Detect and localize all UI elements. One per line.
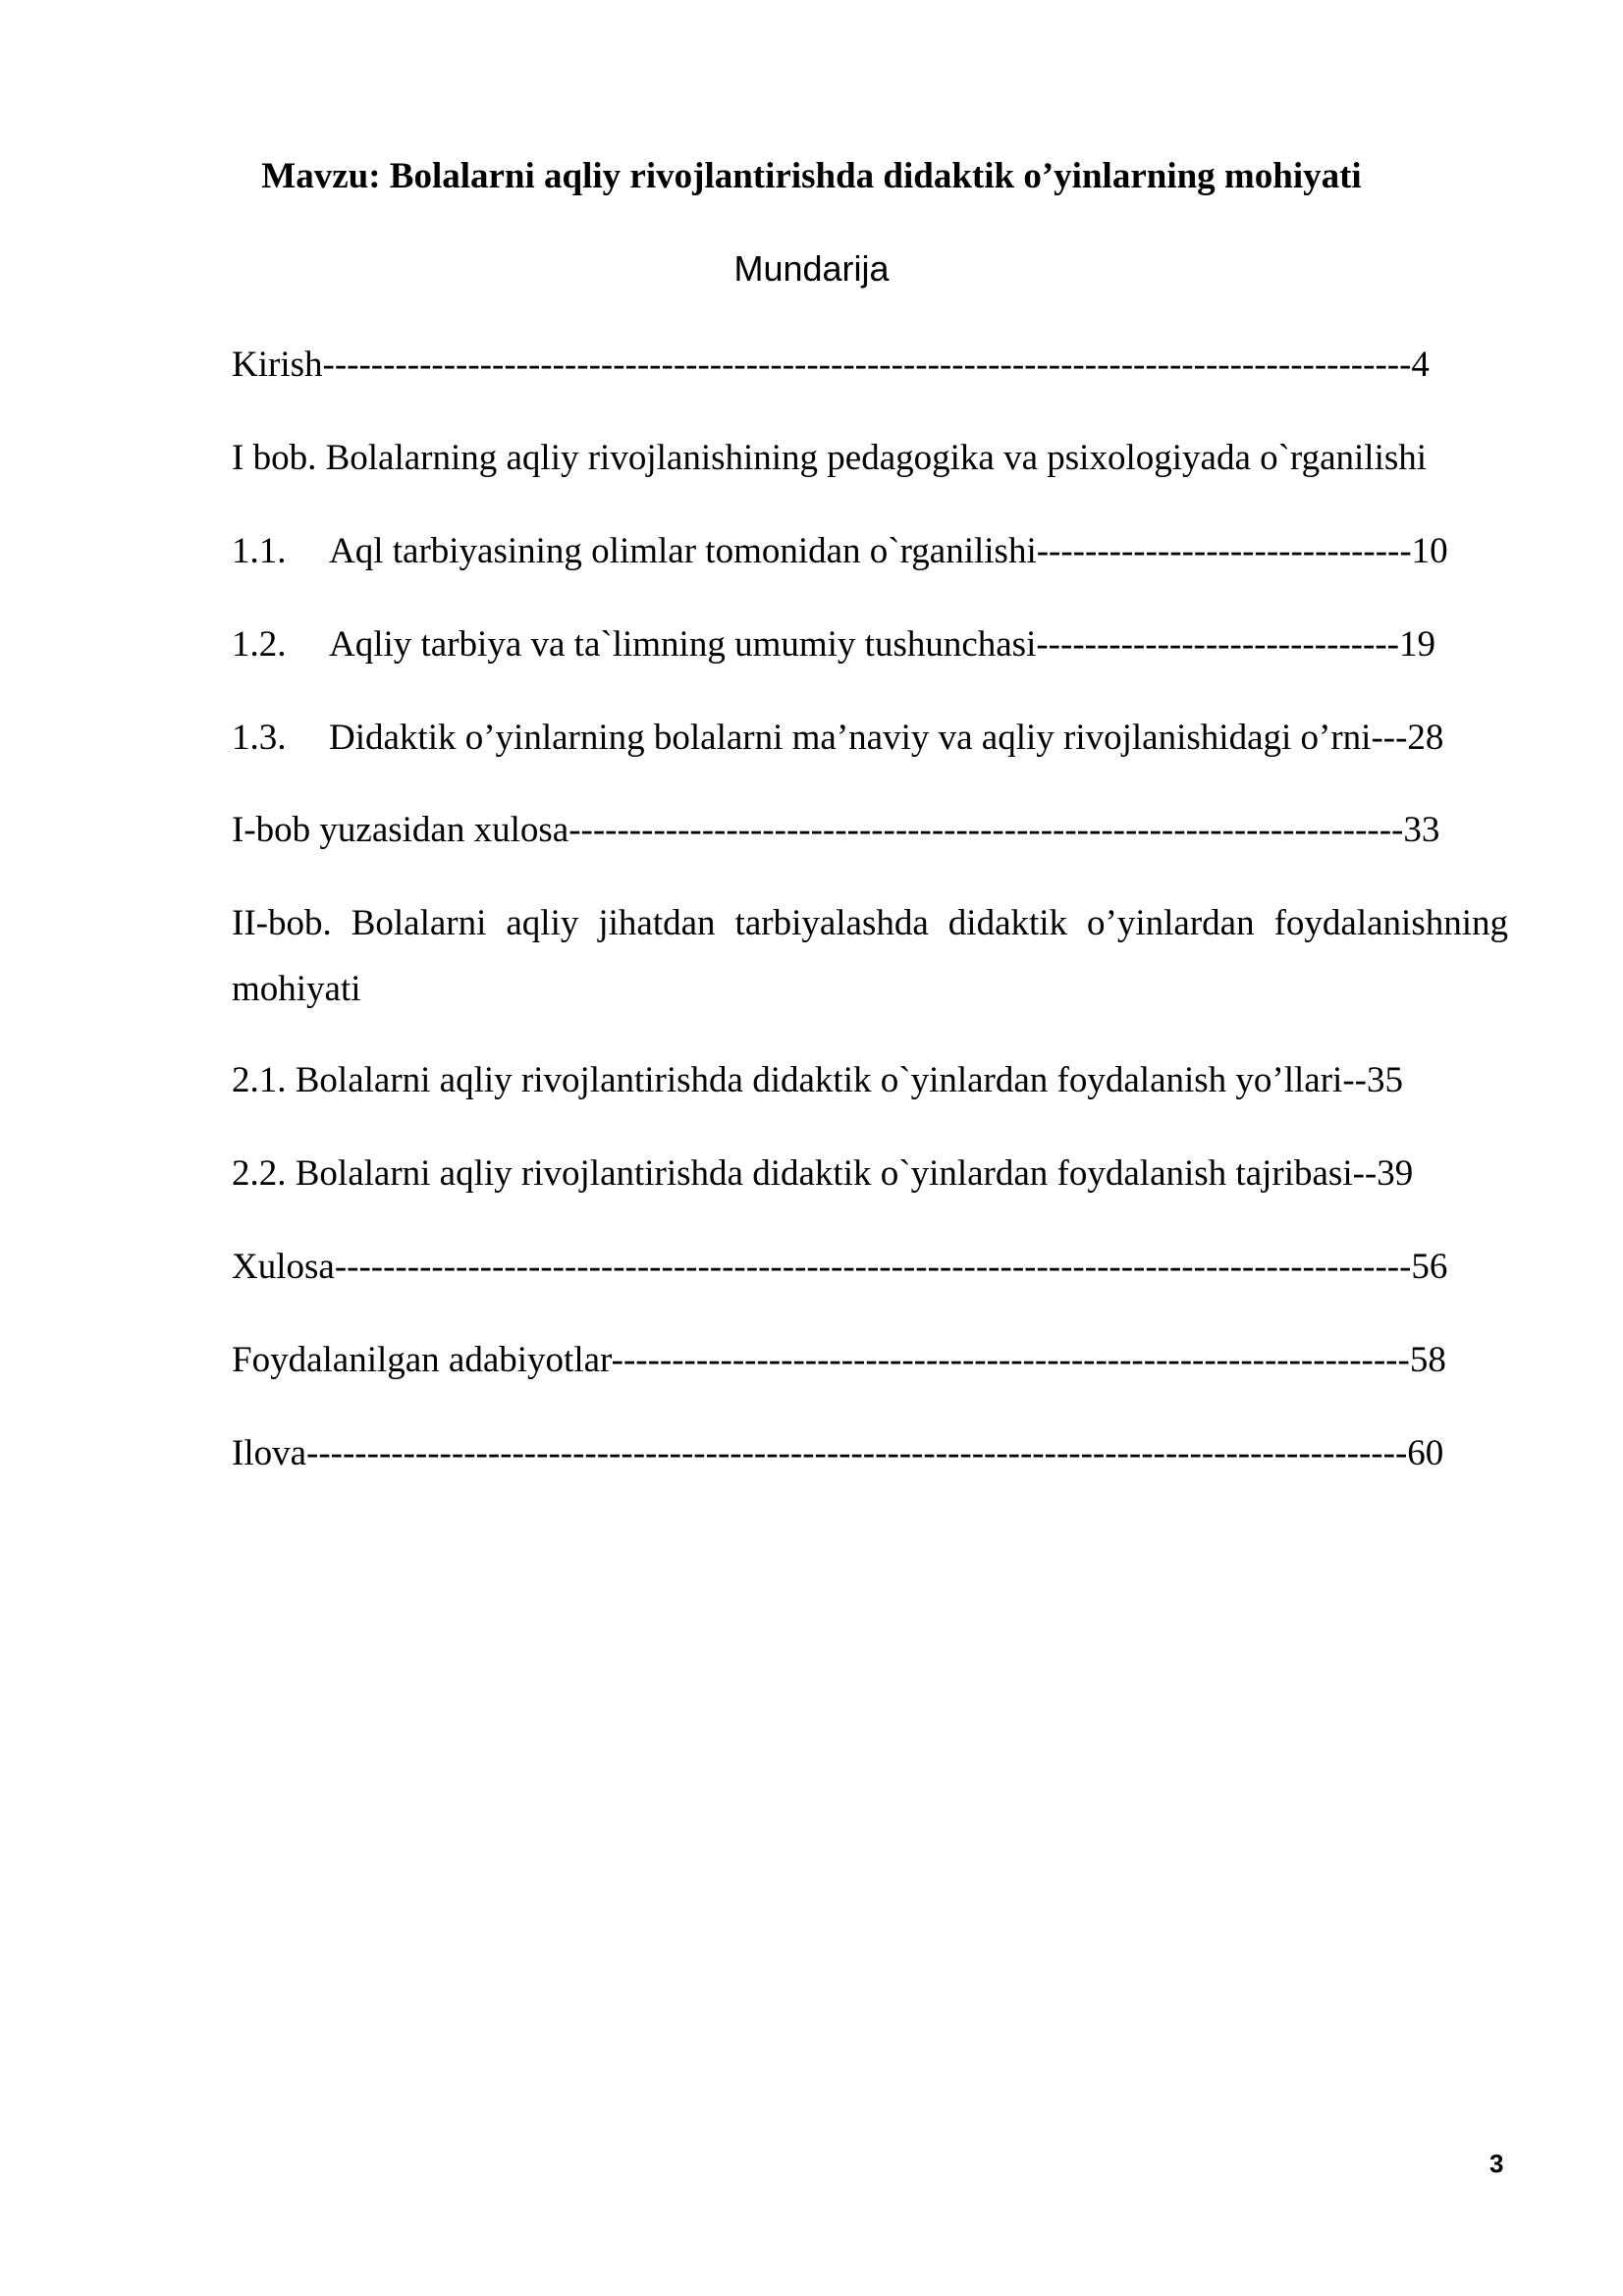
toc-entry-section-2-2: 2.2. Bolalarni aqliy rivojlantirishda didaktik o`yinlardan foydalanish tajribasi--39 — [232, 1153, 1414, 1194]
toc-entry-chapter-1-conclusion: I-bob yuzasidan xulosa---------------------------------------------------------------------33 — [232, 810, 1440, 850]
toc-entry-section-2-1: 2.1. Bolalarni aqliy rivojlantirishda didaktik o`yinlardan foydalanish yo’llari--35 — [232, 1060, 1403, 1100]
toc-entry-references: Foydalanilgan adabiyotlar------------------------------------------------------------------58 — [232, 1340, 1446, 1380]
toc-entry-conclusion: Xulosa-----------------------------------------------------------------------------------------56 — [232, 1247, 1448, 1287]
section-number: 1.1. — [232, 531, 287, 571]
section-title: Didaktik o’yinlarning bolalarni ma’naviy va aqliy rivojlanishidagi o’rni---28 — [329, 718, 1444, 758]
section-title: Aql tarbiyasining olimlar tomonidan o`rganilishi-------------------------------10 — [329, 531, 1448, 571]
section-number: 1.3. — [232, 718, 287, 758]
toc-entry-section-1-2 — [232, 621, 1435, 668]
toc-entry-kirish: Kirish------------------------------------------------------------------------------------------4 — [232, 345, 1430, 385]
toc-entry-appendix: Ilova-------------------------------------------------------------------------------------------60 — [232, 1433, 1444, 1473]
toc-entry-chapter-2: II-bob. Bolalarni aqliy jihatdan tarbiyalashda didaktik o’yinlardan foydalanishning mohiyati — [232, 903, 1508, 1009]
toc-heading: Mundarija — [733, 248, 890, 289]
page-number: 3 — [1489, 2149, 1504, 2178]
section-title: Aqliy tarbiya va ta`limning umumiy tushunchasi------------------------------19 — [329, 624, 1436, 665]
toc-entry-section-1-1 — [232, 528, 1448, 575]
toc-entry-section-1-3 — [232, 715, 1443, 762]
toc-entry-chapter-1: I bob. Bolalarning aqliy rivojlanishining pedagogika va psixologiyada o`rganilishi — [232, 438, 1428, 478]
section-number: 1.2. — [232, 624, 287, 665]
document-title: Mavzu: Bolalarni aqliy rivojlantirishda didaktik o’yinlarning mohiyati — [261, 156, 1362, 196]
